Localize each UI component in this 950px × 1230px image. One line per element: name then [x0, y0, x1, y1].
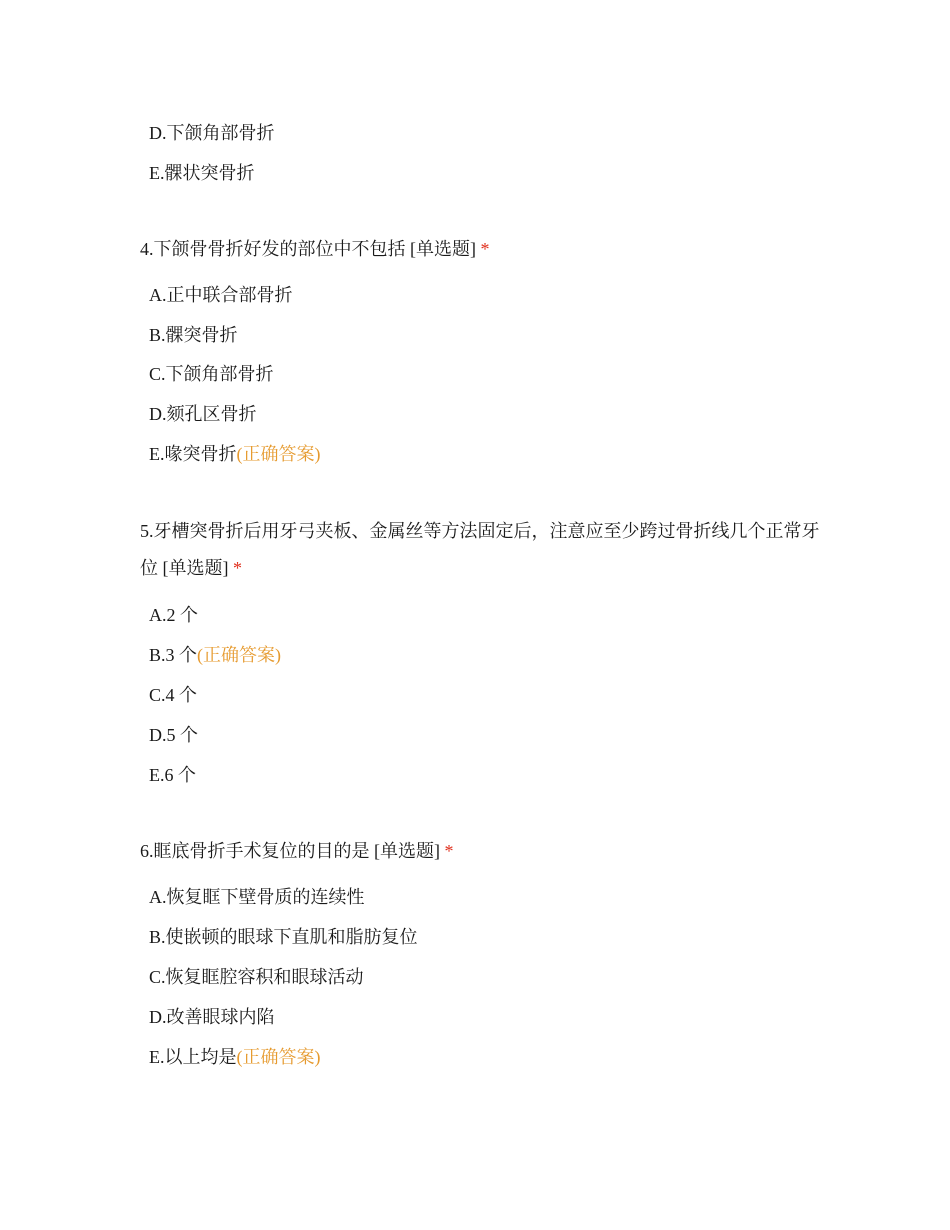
option-q5-b [149, 643, 281, 667]
question-text: 6.眶底骨折手术复位的目的是 [单选题] [140, 841, 440, 861]
option-q5-a [149, 603, 198, 627]
option-letter: B. [149, 325, 166, 345]
option-text: 颏孔区骨折 [166, 404, 257, 424]
option-text: 3 个 [165, 645, 198, 665]
option-text: 4 个 [165, 685, 198, 705]
option-letter: E. [149, 765, 165, 785]
question-5-stem [140, 513, 820, 587]
option-q6-b [149, 925, 418, 949]
option-letter: D. [149, 123, 167, 143]
option-text: 喙突骨折 [164, 444, 237, 464]
option-q6-c [149, 965, 364, 989]
option-text: 正中联合部骨折 [166, 285, 293, 305]
question-6-stem [140, 839, 454, 863]
question-text: 5.牙槽突骨折后用牙弓夹板、金属丝等方法固定后，注意应至少跨过骨折线几个正常牙位 [单选题] [140, 521, 820, 578]
required-asterisk: * [233, 558, 242, 578]
option-q3-e [149, 161, 255, 185]
option-letter: E. [149, 444, 165, 464]
option-letter: D. [149, 1007, 167, 1027]
option-text: 6 个 [164, 765, 196, 785]
option-text: 下颌角部骨折 [166, 123, 275, 143]
option-q6-d [149, 1005, 275, 1029]
option-q6-a [149, 885, 365, 909]
option-text: 5 个 [166, 725, 198, 745]
option-text: 恢复眶下壁骨质的连续性 [166, 887, 365, 907]
option-letter: C. [149, 364, 166, 384]
required-asterisk: * [480, 239, 490, 259]
option-text: 以上均是 [164, 1047, 237, 1067]
option-q5-d [149, 723, 198, 747]
option-text: 使嵌顿的眼球下直肌和脂肪复位 [165, 927, 418, 947]
required-asterisk: * [444, 841, 454, 861]
option-letter: A. [149, 605, 167, 625]
option-letter: A. [149, 285, 167, 305]
option-letter: E. [149, 163, 165, 183]
option-q4-c [149, 362, 274, 386]
question-4-stem [140, 237, 490, 261]
option-q4-a [149, 283, 293, 307]
option-letter: B. [149, 645, 166, 665]
option-text: 髁状突骨折 [164, 163, 255, 183]
option-q4-d [149, 402, 257, 426]
option-letter: A. [149, 887, 167, 907]
option-q6-e [149, 1045, 321, 1069]
option-letter: D. [149, 725, 167, 745]
option-text: 2 个 [166, 605, 198, 625]
option-letter: D. [149, 404, 167, 424]
option-letter: B. [149, 927, 166, 947]
option-letter: C. [149, 685, 166, 705]
option-letter: E. [149, 1047, 165, 1067]
option-q3-d [149, 121, 275, 145]
correct-answer-label: (正确答案) [236, 444, 321, 464]
option-text: 髁突骨折 [165, 325, 238, 345]
option-letter: C. [149, 967, 166, 987]
option-q5-e [149, 763, 196, 787]
option-q5-c [149, 683, 197, 707]
option-q4-e [149, 442, 321, 466]
option-text: 下颌角部骨折 [165, 364, 274, 384]
option-q4-b [149, 323, 238, 347]
correct-answer-label: (正确答案) [197, 645, 282, 665]
option-text: 恢复眶腔容积和眼球活动 [165, 967, 364, 987]
question-text: 4.下颌骨骨折好发的部位中不包括 [单选题] [140, 239, 476, 259]
option-text: 改善眼球内陷 [166, 1007, 275, 1027]
correct-answer-label: (正确答案) [236, 1047, 321, 1067]
